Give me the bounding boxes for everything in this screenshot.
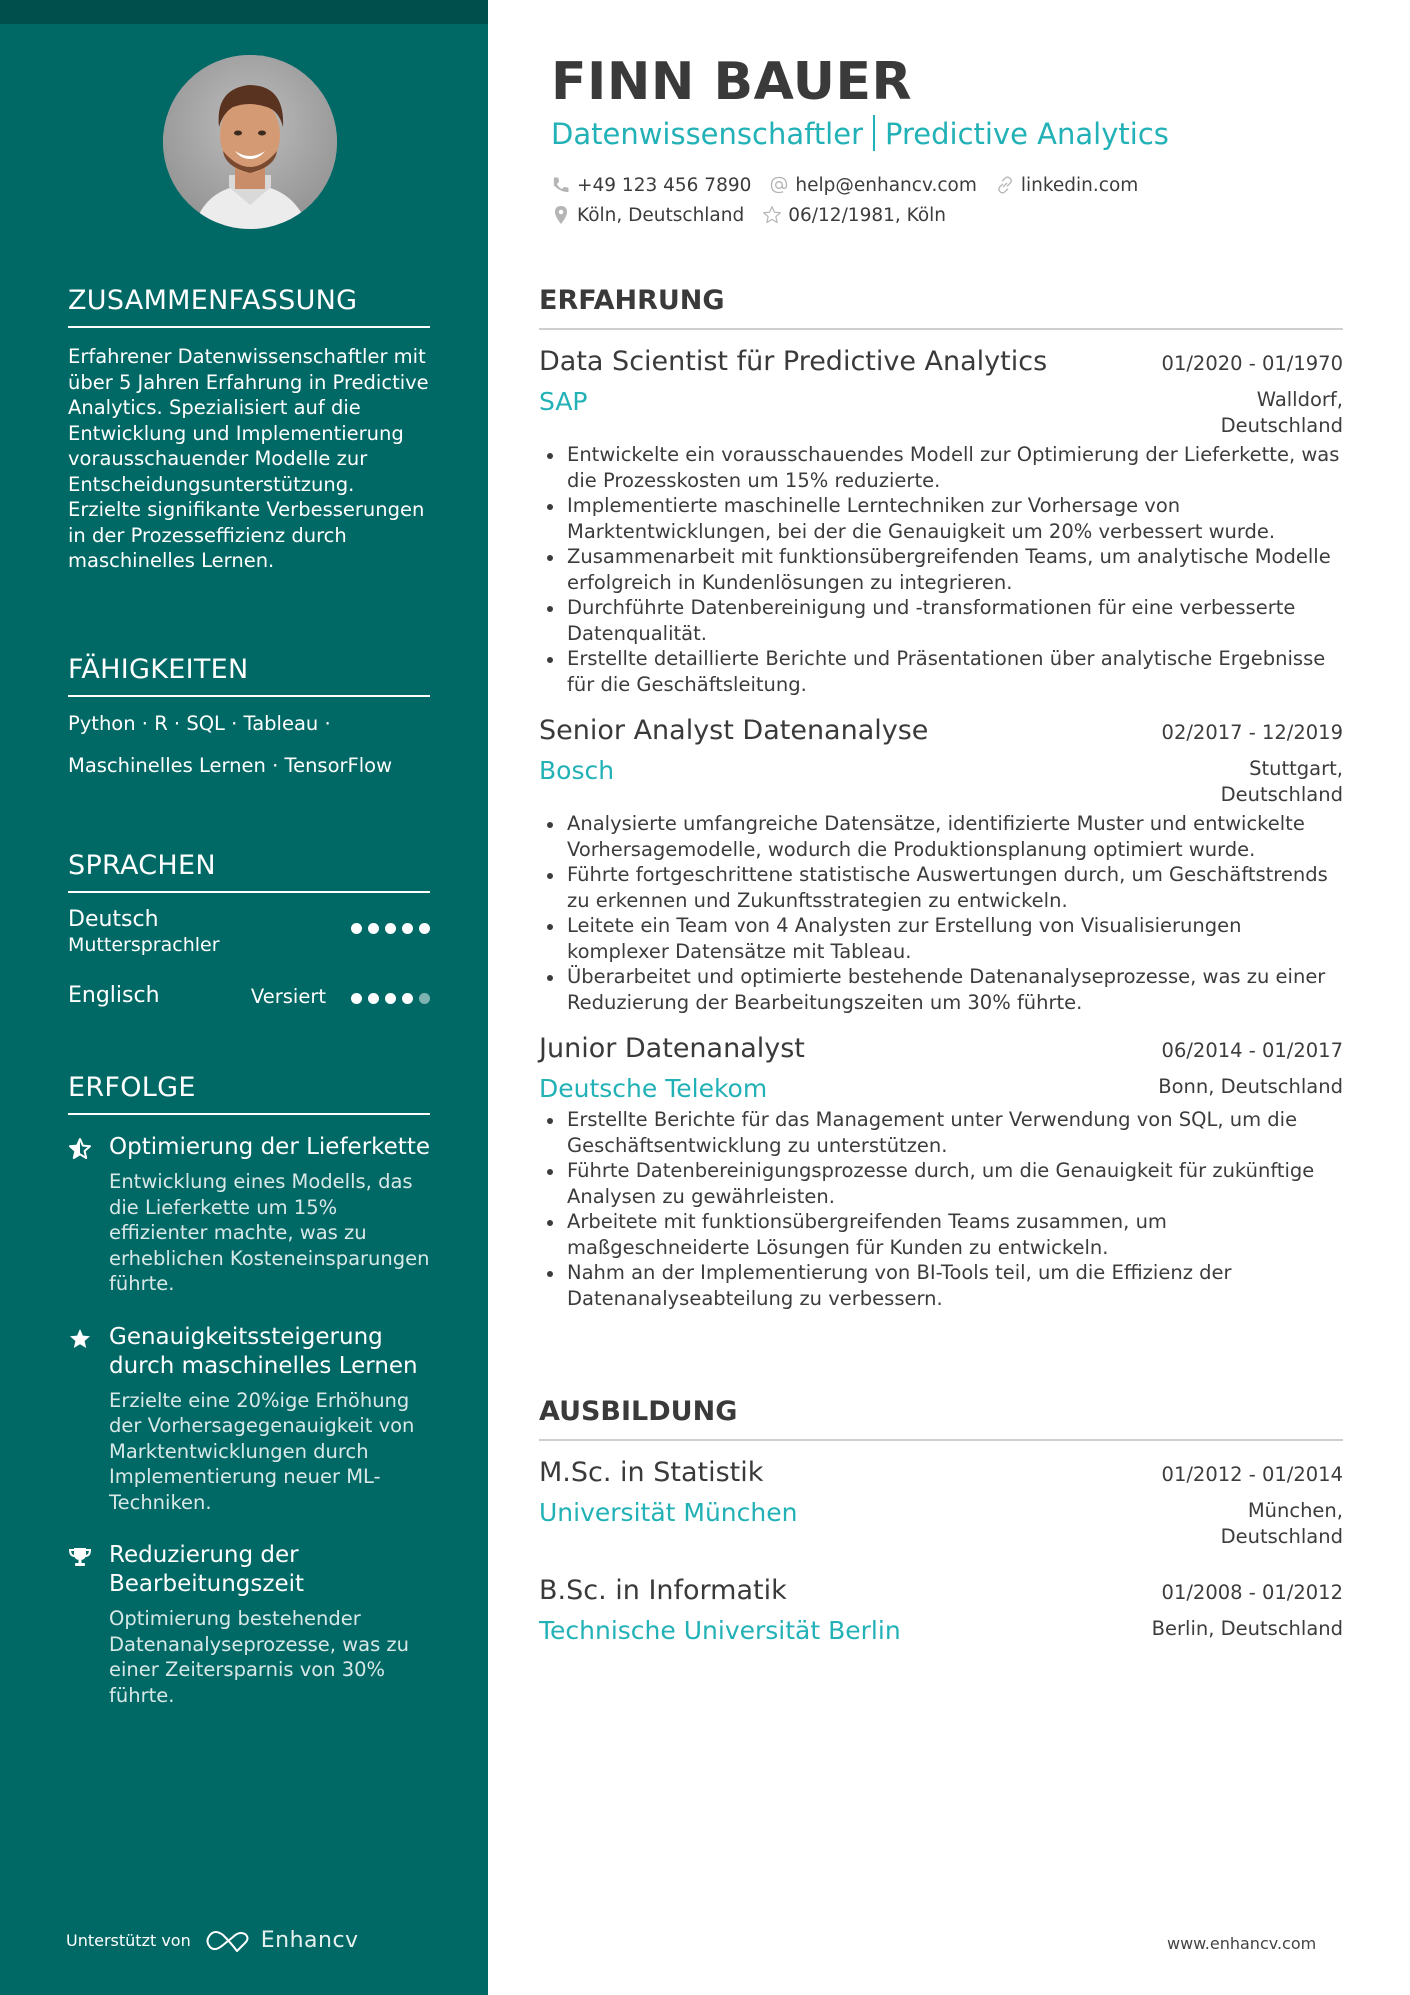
bullet-item: Analysierte umfangreiche Datensätze, identifizierte Muster und entwickelte Vorhersagemodelle, wodurch die Produktionsplanung optimiert wurde. <box>539 811 1343 862</box>
job-bullets <box>539 811 1343 1015</box>
enhancv-logo-text: Enhancv <box>260 1928 359 1953</box>
skills-title: FÄHIGKEITEN <box>68 654 430 697</box>
phone-icon <box>551 175 571 195</box>
summary-text: Erfahrener Datenwissenschaftler mit über 5 Jahren Erfahrung in Predictive Analytics. Spezialisiert auf die Entwicklung und Implementierung vorausschauender Modelle zur Entscheidungsunterstützung. Erzielte signifikante Verbesserungen in der Prozesseffizienz durch maschinelles Lernen. <box>68 345 429 572</box>
job-location: Walldorf, Deutschland <box>1220 388 1343 437</box>
job-title: Data Scientist für Predictive Analytics <box>539 346 1048 377</box>
bullet-item: Zusammenarbeit mit funktionsübergreifenden Teams, um analytische Modelle erfolgreich in Kundenlösungen zu integrieren. <box>539 544 1343 595</box>
footer-url[interactable]: www.enhancv.com <box>1167 1934 1317 1953</box>
contact-location <box>551 205 744 226</box>
bullet-item: Implementierte maschinelle Lerntechniken zur Vorhersage von Marktentwicklungen, bei der die Genauigkeit um 20% verbessert wurde. <box>539 493 1343 544</box>
achievements-section <box>68 1072 430 1708</box>
education-location: München, Deutschland <box>1220 1499 1343 1548</box>
powered-by <box>66 1928 359 1953</box>
achievements-title: ERFOLGE <box>68 1072 430 1115</box>
bullet-item: Führte fortgeschrittene statistische Auswertungen durch, um Geschäftstrends zu erkennen und Zukunftsstrategien zu entwickeln. <box>539 862 1343 913</box>
bullet-item: Entwickelte ein vorausschauendes Modell zur Optimierung der Lieferkette, was die Prozesskosten um 15% reduzierte. <box>539 442 1343 493</box>
language-item <box>68 983 430 1023</box>
star-outline-icon <box>762 205 782 225</box>
star-half-icon <box>68 1137 92 1161</box>
experience-section <box>539 285 1343 1311</box>
job-dates: 02/2017 - 12/2019 <box>1161 721 1343 744</box>
rating-dot-filled <box>351 993 362 1004</box>
achievement-item <box>68 1541 430 1708</box>
achievement-title: Optimierung der Lieferkette <box>109 1134 430 1160</box>
achievement-text: Erzielte eine 20%ige Erhöhung der Vorhersagegenauigkeit von Marktentwicklungen durch Implementierung neuer ML-Techniken. <box>109 1388 415 1514</box>
education-title: AUSBILDUNG <box>539 1396 1343 1441</box>
job-title: Junior Datenanalyst <box>539 1033 805 1064</box>
location-pin-icon <box>551 205 571 225</box>
rating-dot-filled <box>385 993 396 1004</box>
language-level: Versiert <box>250 985 326 1008</box>
headline-focus: Predictive Analytics <box>885 117 1169 151</box>
bullet-item: Durchführte Datenbereinigung und -transformationen für eine verbesserte Datenqualität. <box>539 595 1343 646</box>
skills-line-1: Python · R · SQL · Tableau · <box>68 712 331 735</box>
education-entry <box>539 1457 1343 1549</box>
star-icon <box>68 1327 92 1351</box>
job-entry <box>539 1033 1343 1311</box>
job-entry <box>539 346 1343 697</box>
job-bullets <box>539 442 1343 697</box>
enhancv-logo-icon <box>205 1929 251 1953</box>
headline-role: Datenwissenschaftler <box>551 117 864 151</box>
achievement-item <box>68 1133 430 1297</box>
achievement-item <box>68 1323 430 1516</box>
at-icon <box>769 175 789 195</box>
avatar <box>163 55 337 229</box>
achievement-text: Entwicklung eines Modells, das die Lieferkette um 15% effizienter machte, was zu erheblichen Kosteneinsparungen führte. <box>109 1170 430 1295</box>
headline <box>551 115 1169 151</box>
school-name: Universität München <box>539 1498 798 1527</box>
achievement-title: Reduzierung der Bearbeitungszeit <box>109 1542 305 1597</box>
summary-section <box>68 285 430 574</box>
bullet-item: Führte Datenbereinigungsprozesse durch, um die Genauigkeit für zukünftige Analysen zu gewährleisten. <box>539 1158 1343 1209</box>
skills-line-2: Maschinelles Lernen · TensorFlow <box>68 754 393 777</box>
contact-row <box>551 200 1156 230</box>
bullet-item: Überarbeitet und optimierte bestehende Datenanalyseprozesse, was zu einer Reduzierung der Bearbeitungszeiten um 30% führte. <box>539 964 1343 1015</box>
bullet-item: Nahm an der Implementierung von BI-Tools teil, um die Effizienz der Datenanalyseabteilung zu verbessern. <box>539 1260 1343 1311</box>
contact-phone-text: +49 123 456 7890 <box>577 174 752 196</box>
rating-dot-filled <box>368 993 379 1004</box>
education-location: Berlin, Deutschland <box>1151 1617 1343 1640</box>
job-title: Senior Analyst Datenanalyse <box>539 715 929 746</box>
summary-title: ZUSAMMENFASSUNG <box>68 285 430 328</box>
job-location: Bonn, Deutschland <box>1158 1075 1343 1098</box>
headline-separator <box>873 115 875 151</box>
education-dates: 01/2008 - 01/2012 <box>1161 1581 1343 1604</box>
contact-info <box>551 170 1156 230</box>
contact-email-text: help@enhancv.com <box>795 174 977 196</box>
job-company: SAP <box>539 387 588 416</box>
trophy-icon <box>68 1545 92 1569</box>
rating-dot-filled <box>385 923 396 934</box>
candidate-name: FINN BAUER <box>551 52 913 112</box>
language-name: Deutsch <box>68 907 159 932</box>
rating-dot-filled <box>402 923 413 934</box>
degree-title: M.Sc. in Statistik <box>539 1457 764 1488</box>
language-name: Englisch <box>68 983 160 1008</box>
contact-location-text: Köln, Deutschland <box>577 204 745 226</box>
education-section <box>539 1396 1343 1645</box>
avatar-photo <box>163 55 337 229</box>
rating-dot-filled <box>402 993 413 1004</box>
job-dates: 06/2014 - 01/2017 <box>1161 1039 1343 1062</box>
bullet-item: Leitete ein Team von 4 Analysten zur Erstellung von Visualisierungen komplexer Datensätze mit Tableau. <box>539 913 1343 964</box>
achievement-title: Genauigkeitssteigerung durch maschinelles Lernen <box>109 1323 418 1379</box>
job-location: Stuttgart, Deutschland <box>1220 757 1343 806</box>
rating-dot-filled <box>419 923 430 934</box>
bullet-item: Erstellte detaillierte Berichte und Präsentationen über analytische Ergebnisse für die Geschäftsleitung. <box>539 646 1343 697</box>
education-dates: 01/2012 - 01/2014 <box>1161 1463 1343 1486</box>
contact-phone[interactable] <box>551 175 751 196</box>
school-name: Technische Universität Berlin <box>539 1616 901 1645</box>
sidebar <box>0 0 488 1995</box>
contact-birthdate-text: 06/12/1981, Köln <box>788 204 947 226</box>
contact-row <box>551 170 1156 200</box>
rating-dot-empty <box>419 993 430 1004</box>
language-level: Muttersprachler <box>68 934 220 956</box>
degree-title: B.Sc. in Informatik <box>539 1575 787 1606</box>
rating-dot-filled <box>351 923 362 934</box>
language-rating <box>351 993 430 1004</box>
contact-linkedin-text: linkedin.com <box>1020 174 1139 196</box>
job-company: Bosch <box>539 756 615 785</box>
contact-linkedin[interactable] <box>995 175 1138 196</box>
education-entry <box>539 1575 1343 1645</box>
job-entry <box>539 715 1343 1015</box>
rating-dot-filled <box>368 923 379 934</box>
job-bullets <box>539 1107 1343 1311</box>
language-item <box>68 907 430 961</box>
skills-section <box>68 654 430 787</box>
powered-by-label: Unterstützt von <box>66 1931 191 1950</box>
job-company: Deutsche Telekom <box>539 1074 768 1103</box>
achievement-text: Optimierung bestehender Datenanalyseprozesse, was zu einer Zeitersparnis von 30% führte. <box>109 1607 410 1707</box>
job-dates: 01/2020 - 01/1970 <box>1161 352 1343 375</box>
languages-title: SPRACHEN <box>68 850 430 893</box>
bullet-item: Erstellte Berichte für das Management unter Verwendung von SQL, um die Geschäftsentwicklung zu unterstützen. <box>539 1107 1343 1158</box>
experience-title: ERFAHRUNG <box>539 285 1343 330</box>
contact-birthdate <box>762 205 946 226</box>
languages-section <box>68 850 430 1023</box>
link-icon <box>995 175 1015 195</box>
bullet-item: Arbeitete mit funktionsübergreifenden Teams zusammen, um maßgeschneiderte Lösungen für Kunden zu entwickeln. <box>539 1209 1343 1260</box>
language-rating <box>351 923 430 934</box>
contact-email[interactable] <box>769 175 976 196</box>
sidebar-top-band <box>0 0 488 24</box>
